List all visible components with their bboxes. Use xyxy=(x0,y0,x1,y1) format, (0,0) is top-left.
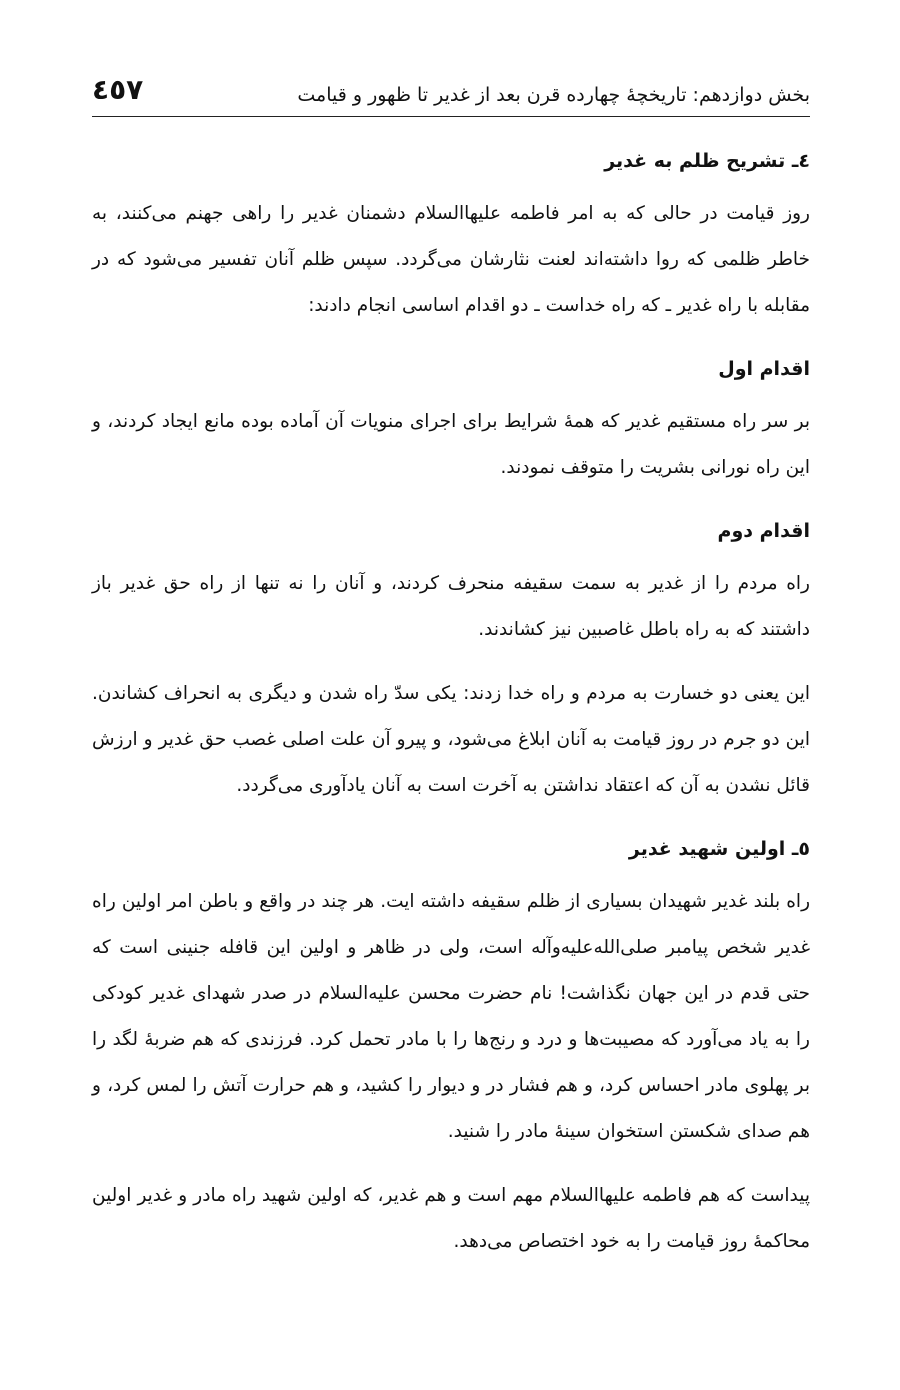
section-heading: اقدام دوم xyxy=(717,520,810,542)
section-heading: ٥ـ اولین شهید غدیر xyxy=(628,838,810,860)
section-heading: ٤ـ تشریح ظلم به غدیر xyxy=(604,150,810,172)
section-first-action xyxy=(92,347,810,491)
paragraph: این یعنی دو خسارت به مردم و راه خدا زدند: یکی سدّ راه شدن و دیگری به انحراف کشاندن. این دو جرم در روز قیامت به آنان ابلاغ می‌شود، و پیرو آن علت اصلی غصب حق غدیر و ارزش قائل نشدن به آن که اعتقاد نداشتن به آخرت است به آنان یادآوری می‌گردد. xyxy=(92,683,810,796)
page-header xyxy=(92,60,810,117)
page-number: ٤٥٧ xyxy=(92,73,144,106)
paragraph: پیداست که هم فاطمه علیهاالسلام مهم است و هم غدیر، که اولین شهید راه مادر و غدیر اولین محاکمۀ روز قیامت را به خود اختصاص می‌دهد. xyxy=(92,1185,810,1252)
paragraph: راه بلند غدیر شهیدان بسیاری از ظلم سقیفه داشته ایت. هر چند در واقع و باطن امر اولین راه غدیر شخص پیامبر صلی‌الله‌علیه‌وآله است، ولی در ظاهر و اولین این قافله جنینی است که حتی قدم در این جهان نگذاشت! نام حضرت محسن علیه‌السلام در صدر شهدای غدیر کودکی را به یاد می‌آورد که مصیبت‌ها و درد و رنج‌ها را با مادر تحمل کرد. فرزندی که هم ضربۀ لگد را بر پهلوی مادر احساس کرد، و هم فشار در و دیوار را کشید، و هم حرارت آتش را لمس کرد، و هم صدای شکستن استخوان سینۀ مادر را شنید. xyxy=(92,891,810,1142)
section-heading: اقدام اول xyxy=(718,358,810,380)
section-first-martyr xyxy=(92,827,810,1265)
paragraph: بر سر راه مستقیم غدیر که همۀ شرایط برای اجرای منویات آن آماده بوده مانع ایجاد کردند، و این راه نورانی بشریت را متوقف نمودند. xyxy=(92,411,810,478)
section-oppression xyxy=(92,139,810,329)
paragraph: روز قیامت در حالی که به امر فاطمه علیهاالسلام دشمنان غدیر را راهی جهنم می‌کنند، به خاطر ظلمی که روا داشته‌اند لعنت نثارشان می‌گردد. سپس ظلم آنان تفسیر می‌شود که در مقابله با راه غدیر ـ که راه خداست ـ دو اقدام اساسی انجام دادند: xyxy=(92,203,810,316)
book-page xyxy=(92,60,810,1283)
page-content xyxy=(92,139,810,1265)
paragraph: راه مردم را از غدیر به سمت سقیفه منحرف کردند، و آنان را نه تنها از راه حق غدیر باز داشتند که به راه باطل غاصبین نیز کشاندند. xyxy=(92,573,810,640)
running-title: بخش دوازدهم: تاریخچۀ چهارده قرن بعد از غدیر تا ظهور و قیامت xyxy=(297,84,810,106)
section-second-action xyxy=(92,509,810,809)
